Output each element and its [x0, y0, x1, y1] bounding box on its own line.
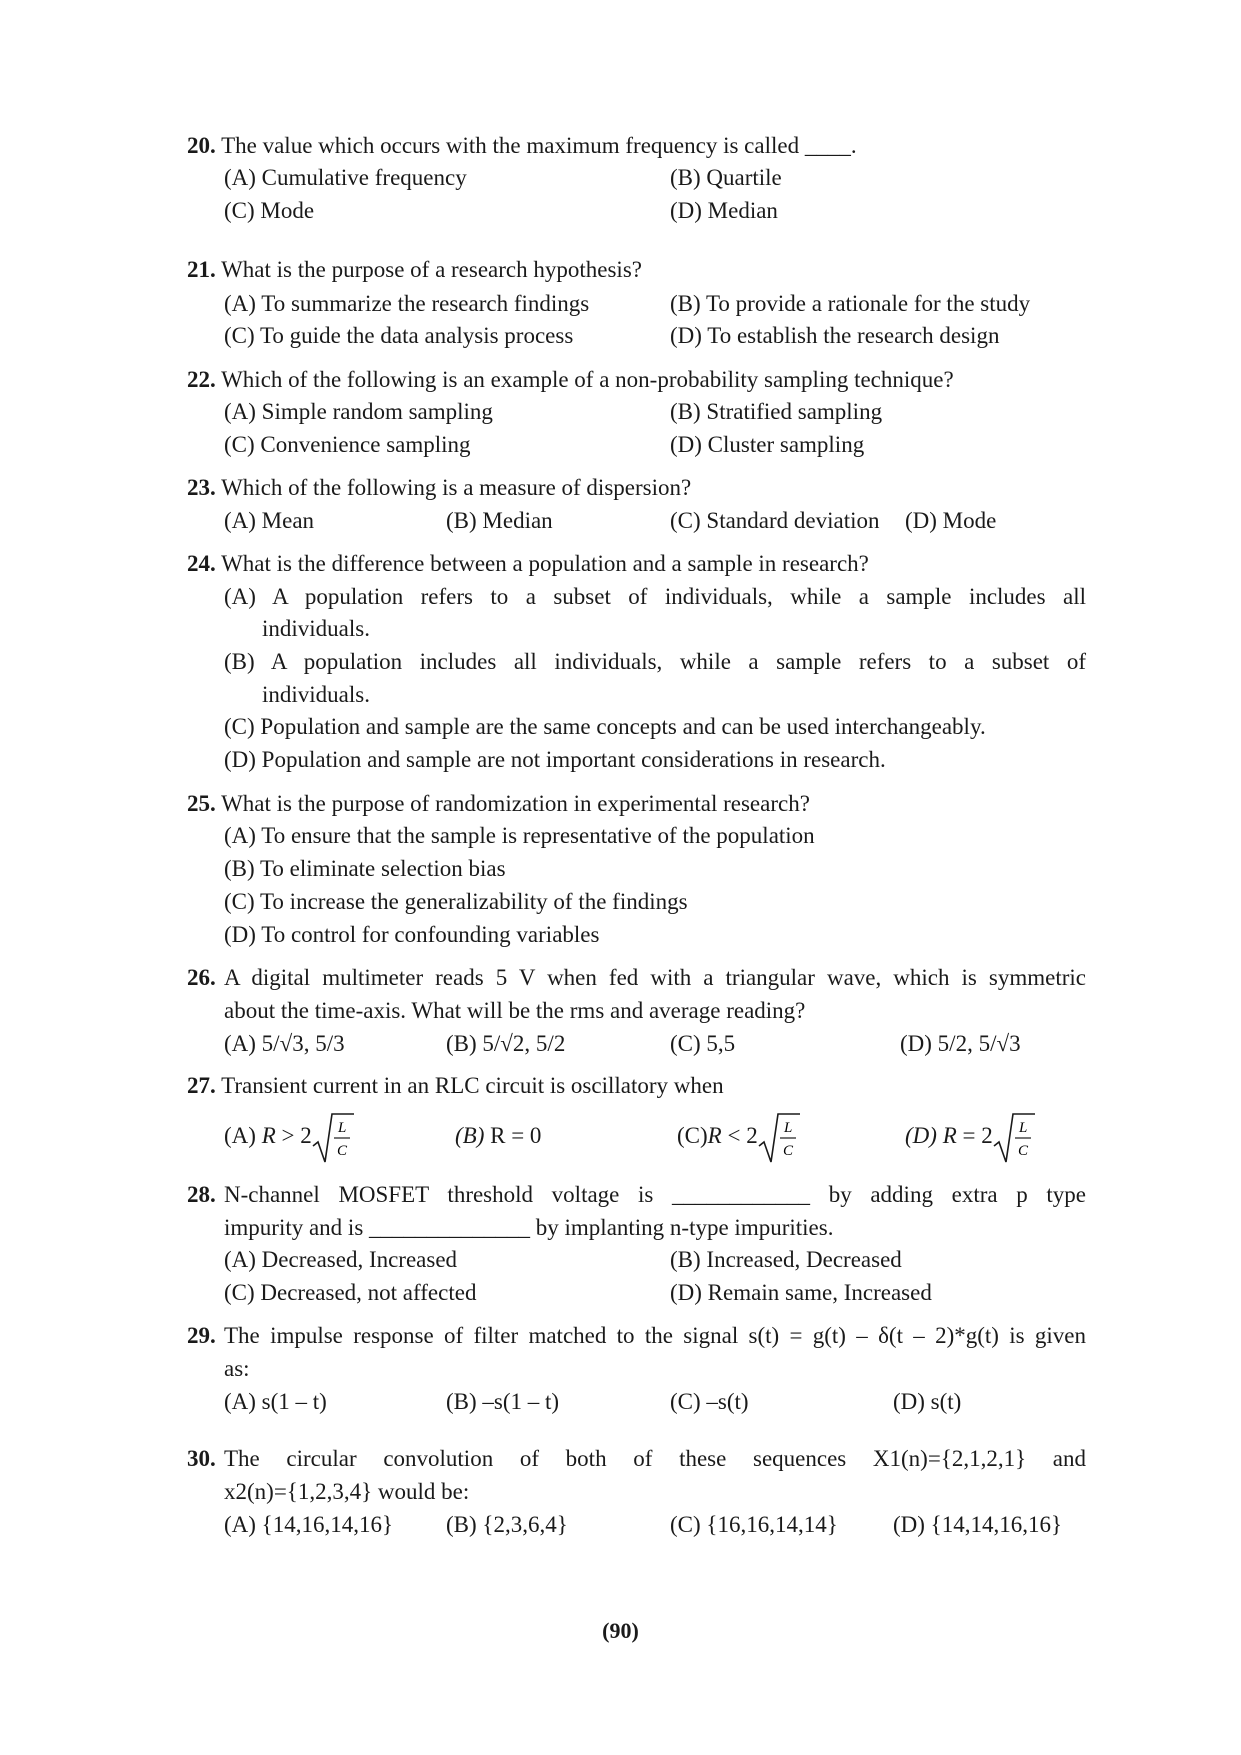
question-text: What is the difference between a population and a sample in research?: [221, 551, 869, 576]
option-a: (A) A population refers to a subset of individuals, while a sample includes all: [224, 584, 1086, 609]
option-a: (A) Cumulative frequency: [224, 165, 467, 190]
option-c: (C) Mode: [224, 198, 315, 223]
question-text-line-1: The circular convolution of both of these sequences X1(n)={2,1,2,1} and: [224, 1446, 1086, 1471]
option-label: (D): [905, 1123, 937, 1148]
option-c: (C) {16,16,14,14}: [670, 1512, 838, 1537]
fraction-denominator: C: [1017, 1142, 1028, 1159]
question-25: [187, 789, 810, 819]
math-coefficient: 2: [746, 1123, 758, 1148]
option-a: (A) Decreased, Increased: [224, 1247, 458, 1272]
option-c: (C) 5,5: [670, 1031, 736, 1056]
option-b: (B) {2,3,6,4}: [446, 1512, 568, 1537]
option-b-continuation: individuals.: [262, 682, 370, 707]
math-operator: =: [962, 1123, 976, 1148]
option-a: [224, 1110, 354, 1164]
option-b: (B) Median: [446, 508, 553, 533]
question-text-line-1: N-channel MOSFET threshold voltage is ____________ by adding extra p type: [224, 1182, 1086, 1207]
sqrt-fraction: [993, 1112, 1035, 1164]
option-b: (B) Quartile: [670, 165, 782, 190]
question-number: 23.: [187, 475, 216, 500]
option-d: (D) Population and sample are not important considerations in research.: [224, 747, 886, 772]
question-number: 27.: [187, 1073, 216, 1098]
question-text: Which of the following is a measure of dispersion?: [221, 475, 692, 500]
option-a: (A) Mean: [224, 508, 315, 533]
question-number: 24.: [187, 551, 216, 576]
question-number: 26.: [187, 965, 216, 990]
option-d: (D) s(t): [893, 1389, 962, 1414]
option-c: (C) Convenience sampling: [224, 432, 471, 457]
option-d: (D) Mode: [905, 508, 997, 533]
sqrt-fraction: [758, 1112, 800, 1164]
math-coefficient: 2: [300, 1123, 312, 1148]
math-variable: R: [942, 1123, 957, 1148]
option-a: (A) Simple random sampling: [224, 399, 493, 424]
option-d: (D) To control for confounding variables: [224, 922, 600, 947]
question-number: 20.: [187, 133, 216, 158]
option-b: [455, 1110, 541, 1162]
question-number: 22.: [187, 367, 216, 392]
question-number: 30.: [187, 1446, 216, 1471]
sqrt-symbol: [758, 1112, 800, 1164]
fraction-denominator: C: [336, 1142, 347, 1159]
question-text-line-1: A digital multimeter reads 5 V when fed with a triangular wave, which is symmetric: [224, 965, 1086, 990]
question-23: [187, 473, 691, 503]
question-22: [187, 365, 954, 395]
question-21: [187, 255, 642, 285]
option-d: [905, 1110, 1035, 1164]
option-c: (C) To increase the generalizability of the findings: [224, 889, 688, 914]
question-text: What is the purpose of randomization in experimental research?: [221, 791, 810, 816]
sqrt-symbol: [312, 1112, 354, 1164]
option-d: (D) {14,14,16,16}: [893, 1512, 1063, 1537]
option-label: (C): [677, 1123, 708, 1148]
question-text: The value which occurs with the maximum frequency is called ____.: [221, 133, 857, 158]
option-d: (D) To establish the research design: [670, 323, 1000, 348]
option-d: (D) Remain same, Increased: [670, 1280, 932, 1305]
math-variable: R: [261, 1123, 276, 1148]
question-text-line-2: as:: [224, 1356, 250, 1381]
sqrt-symbol: [993, 1112, 1035, 1164]
option-c: (C) Decreased, not affected: [224, 1280, 477, 1305]
question-text-line-1: The impulse response of filter matched to the signal s(t) = g(t) – δ(t – 2)*g(t) is given: [224, 1323, 1086, 1348]
option-a: (A) s(1 – t): [224, 1389, 327, 1414]
sqrt-fraction: [312, 1112, 354, 1164]
math-operator: >: [281, 1123, 295, 1148]
question-24: [187, 549, 869, 579]
option-c: (C) –s(t): [670, 1389, 749, 1414]
option-b: (B) Increased, Decreased: [670, 1247, 902, 1272]
question-number: 28.: [187, 1182, 216, 1207]
fraction-denominator: C: [782, 1142, 793, 1159]
option-d: (D) Median: [670, 198, 778, 223]
page-number: (90): [602, 1618, 639, 1643]
question-number: 25.: [187, 791, 216, 816]
math-variable: R: [707, 1123, 722, 1148]
option-c: (C) Standard deviation: [670, 508, 880, 533]
option-d: (D) Cluster sampling: [670, 432, 865, 457]
option-c: (C) To guide the data analysis process: [224, 323, 574, 348]
option-b: (B) 5/√2, 5/2: [446, 1031, 566, 1056]
math-coefficient: 2: [981, 1123, 993, 1148]
question-number: 21.: [187, 257, 216, 282]
question-text-line-2: x2(n)={1,2,3,4} would be:: [224, 1479, 470, 1504]
option-a: (A) To summarize the research findings: [224, 291, 590, 316]
option-label: (B): [455, 1123, 485, 1148]
fraction-numerator: L: [1018, 1119, 1028, 1136]
fraction-numerator: L: [337, 1119, 347, 1136]
question-text: Which of the following is an example of a non-probability sampling technique?: [221, 367, 954, 392]
question-number: 29.: [187, 1323, 216, 1348]
question-text-line-2: impurity and is ______________ by implanting n-type impurities.: [224, 1215, 834, 1240]
option-b: (B) –s(1 – t): [446, 1389, 560, 1414]
math-operator: <: [727, 1123, 741, 1148]
option-b: (B) To eliminate selection bias: [224, 856, 506, 881]
option-b: (B) To provide a rationale for the study: [670, 291, 1031, 316]
option-d: (D) 5/2, 5/√3: [900, 1031, 1021, 1056]
option-a: (A) To ensure that the sample is representative of the population: [224, 823, 815, 848]
option-a-continuation: individuals.: [262, 616, 370, 641]
option-b: (B) Stratified sampling: [670, 399, 883, 424]
question-text: Transient current in an RLC circuit is oscillatory when: [221, 1073, 724, 1098]
option-c: (C) Population and sample are the same concepts and can be used interchangeably.: [224, 714, 986, 739]
fraction-numerator: L: [783, 1119, 793, 1136]
option-c: [677, 1110, 800, 1164]
question-text: What is the purpose of a research hypothesis?: [221, 257, 642, 282]
option-a: (A) {14,16,14,16}: [224, 1512, 394, 1537]
question-text-line-2: about the time-axis. What will be the rms and average reading?: [224, 998, 806, 1023]
option-label: (A): [224, 1123, 256, 1148]
question-27: [187, 1071, 724, 1101]
option-b: (B) A population includes all individuals, while a sample refers to a subset of: [224, 649, 1086, 674]
question-20: [187, 131, 857, 161]
math-expression: R = 0: [490, 1123, 542, 1148]
option-a: (A) 5/√3, 5/3: [224, 1031, 345, 1056]
